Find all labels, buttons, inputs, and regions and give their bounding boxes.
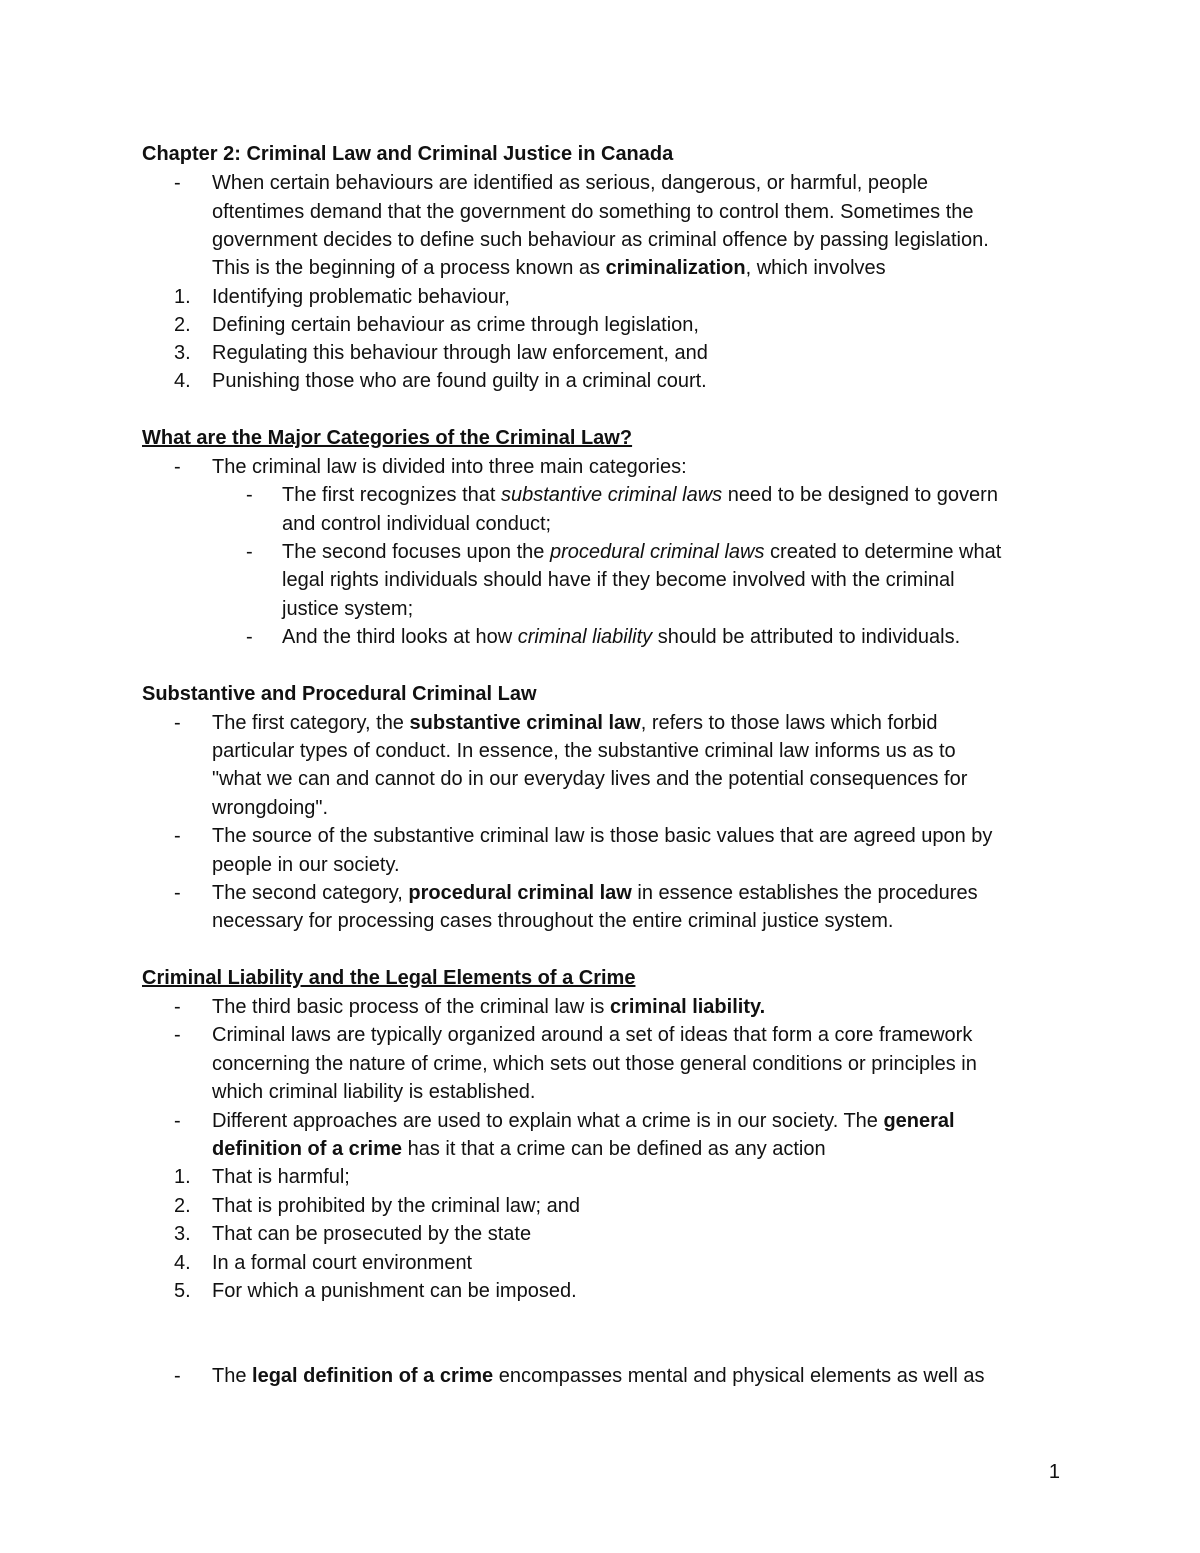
sub-bullet-text: and control individual conduct; (282, 513, 552, 535)
list-item: That can be prosecuted by the state (212, 1223, 532, 1245)
bullet-text: which criminal liability is established. (212, 1081, 536, 1103)
list-item: Regulating this behaviour through law enforcement, and (212, 342, 708, 364)
sub-bullet-text: The first recognizes that substantive criminal laws need to be designed to govern (282, 484, 998, 506)
section-heading-liability: Criminal Liability and the Legal Elements of a Crime (142, 967, 636, 989)
bullet-text: Different approaches are used to explain what a crime is in our society. The general (212, 1110, 955, 1132)
list-number: 4. (174, 1252, 191, 1274)
list-number: 1. (174, 1166, 191, 1188)
intro-line-2: oftentimes demand that the government do something to control them. Sometimes the (212, 201, 974, 223)
bullet-dash: - (174, 712, 181, 734)
bullet-text: concerning the nature of crime, which sets out those general conditions or principles in (212, 1053, 977, 1075)
list-item: In a formal court environment (212, 1252, 473, 1274)
bullet-text: Criminal laws are typically organized around a set of ideas that form a core framework (212, 1024, 973, 1046)
chapter-title: Chapter 2: Criminal Law and Criminal Justice in Canada (142, 143, 674, 165)
sub-bullet-text: justice system; (282, 598, 414, 620)
intro-line-3: government decides to define such behaviour as criminal offence by passing legislation. (212, 229, 989, 251)
sub-bullet-text: legal rights individuals should have if they become involved with the criminal (282, 569, 955, 591)
list-number: 5. (174, 1280, 191, 1302)
bullet-dash: - (174, 172, 181, 194)
list-item: That is prohibited by the criminal law; and (212, 1195, 580, 1217)
bullet-text: The criminal law is divided into three main categories: (212, 456, 687, 478)
intro-line-1: When certain behaviours are identified as serious, dangerous, or harmful, people (212, 172, 928, 194)
bullet-text: people in our society. (212, 854, 400, 876)
bullet-text: The first category, the substantive criminal law, refers to those laws which forbid (212, 712, 938, 734)
sub-bullet-text: The second focuses upon the procedural criminal laws created to determine what (282, 541, 1002, 563)
sub-bullet-dash: - (246, 626, 253, 648)
intro-line-4: This is the beginning of a process known as criminalization, which involves (212, 257, 886, 279)
list-item: For which a punishment can be imposed. (212, 1280, 577, 1302)
list-item: Defining certain behaviour as crime through legislation, (212, 314, 699, 336)
bullet-text: The third basic process of the criminal law is criminal liability. (212, 996, 766, 1018)
bullet-dash: - (174, 882, 181, 904)
bullet-text: wrongdoing". (212, 797, 329, 819)
term-criminalization: criminalization (605, 257, 746, 279)
list-item: That is harmful; (212, 1166, 350, 1188)
bullet-text: particular types of conduct. In essence, the substantive criminal law informs us as to (212, 740, 956, 762)
sub-bullet-dash: - (246, 541, 253, 563)
list-number: 2. (174, 314, 191, 336)
list-item: Punishing those who are found guilty in a criminal court. (212, 370, 707, 392)
sub-bullet-text: And the third looks at how criminal liability should be attributed to individuals. (282, 626, 961, 648)
bullet-dash: - (174, 1110, 181, 1132)
sub-bullet-dash: - (246, 484, 253, 506)
list-number: 4. (174, 370, 191, 392)
page-number: 1 (1048, 1461, 1060, 1483)
section-heading-categories: What are the Major Categories of the Criminal Law? (142, 427, 633, 449)
bullet-text: "what we can and cannot do in our everyday lives and the potential consequences for (212, 768, 968, 790)
bullet-text: The source of the substantive criminal law is those basic values that are agreed upon by (212, 825, 993, 847)
bullet-dash: - (174, 1024, 181, 1046)
bullet-text: definition of a crime has it that a crime can be defined as any action (212, 1138, 826, 1160)
section-heading-substantive: Substantive and Procedural Criminal Law (142, 683, 537, 705)
bullet-dash: - (174, 825, 181, 847)
list-number: 3. (174, 342, 191, 364)
bullet-text: necessary for processing cases throughout the entire criminal justice system. (212, 910, 894, 932)
bullet-dash: - (174, 456, 181, 478)
bullet-dash: - (174, 996, 181, 1018)
bullet-dash: - (174, 1365, 181, 1387)
bullet-text: The legal definition of a crime encompasses mental and physical elements as well as (212, 1365, 985, 1387)
list-item: Identifying problematic behaviour, (212, 286, 510, 308)
list-number: 3. (174, 1223, 191, 1245)
list-number: 2. (174, 1195, 191, 1217)
list-number: 1. (174, 286, 191, 308)
bullet-text: The second category, procedural criminal law in essence establishes the procedures (212, 882, 978, 904)
